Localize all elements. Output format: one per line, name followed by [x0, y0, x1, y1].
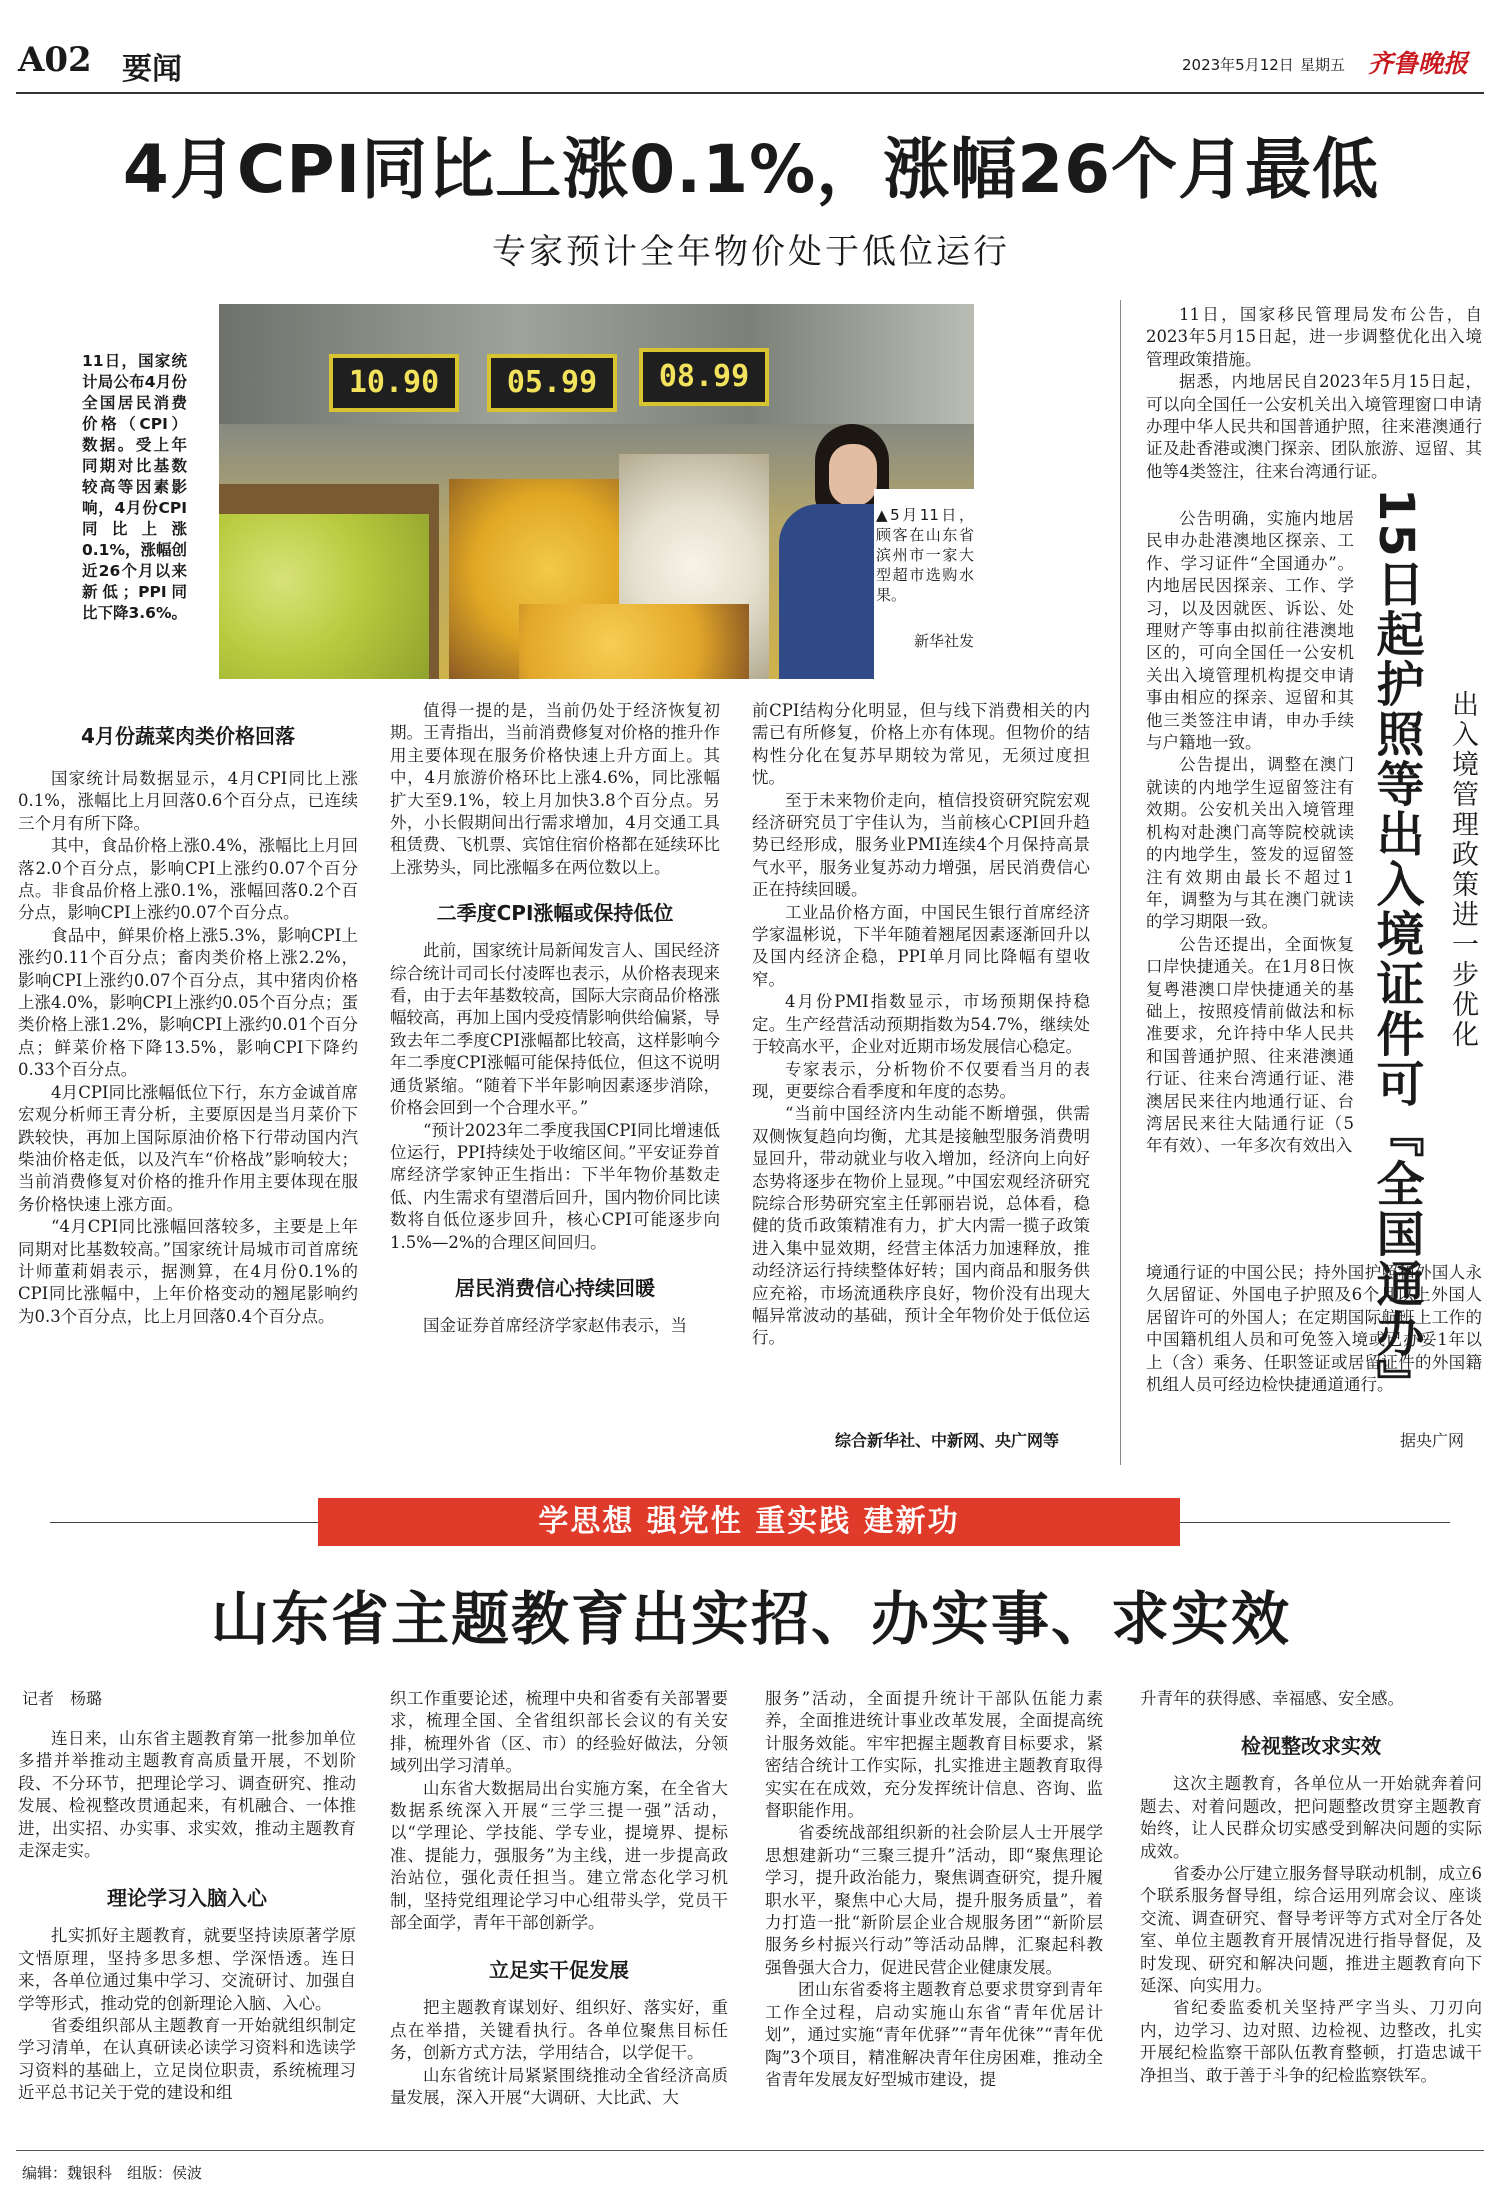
paragraph: “4月CPI同比涨幅回落较多，主要是上年同期对比基数较高。”国家统计局城市司首席统计师董莉娟表示，据测算，在4月份0.1%的CPI同比涨幅中，上年价格变动的翘尾影响约为0.3个百分点，比上月回落0.4个百分点。	[18, 1217, 358, 1326]
paragraph: 服务”活动，全面提升统计干部队伍能力素养，全面推进统计事业改革发展，全面提高统计服务效能。牢牢把握主题教育目标要求，紧密结合统计工作实际，扎实推进主题教育取得实实在在成效，充分发挥统计信息、咨询、监督职能作用。	[765, 1689, 1103, 1821]
paragraph: 国家统计局数据显示，4月CPI同比上涨0.1%，涨幅比上月回落0.6个百分点，已连续三个月有所下降。	[18, 769, 358, 833]
cpi-source: 综合新华社、中新网、央广网等	[835, 1431, 1060, 1450]
passport-headline: 15日起护照等出入境证件可『全国通办』	[1368, 488, 1424, 1409]
paragraph: 省委办公厅建立服务督导联动机制，成立6个联系服务督导组，综合运用列席会议、座谈交流、调查研究、督导考评等方式对全厅各处室、单位主题教育开展情况进行指导督促，及时发现、研究和解决问题，推进主题教育向下延深、向实用力。	[1140, 1864, 1482, 1996]
passport-top	[1146, 304, 1482, 483]
passport-side	[1146, 508, 1354, 1158]
banner-line-right	[1180, 1522, 1450, 1523]
paragraph: 境通行证的中国公民；持外国护照和外国人永久居留证、外国电子护照及6个月以上外国人居留许可的外国人；在定期国际航班上工作的中国籍机组人员和可免签入境或已办妥1年以上（含）乘务、任职签证或居留证件的外国籍机组人员可经边检快捷通道通行。	[1146, 1263, 1482, 1395]
fruit-crate	[219, 514, 429, 679]
cpi-subhead: 居民消费信心持续回暖	[455, 1275, 655, 1300]
paragraph: 国金证券首席经济学家赵伟表示，当	[423, 1315, 687, 1335]
page-number: A02	[18, 40, 92, 80]
price-tag: 05.99	[487, 354, 617, 412]
sd-column-3	[765, 1688, 1103, 2091]
sd-headline: 山东省主题教育出实招、办实事、求实效	[210, 1585, 1291, 1653]
paragraph: 工业品价格方面，中国民生银行首席经济学家温彬说，下半年随着翘尾因素逐渐回升以及国内经济企稳，PPI单月同比降幅有望收窄。	[752, 902, 1090, 989]
sd-subhead: 检视整改求实效	[1241, 1734, 1381, 1759]
cpi-lead: 11日，国家统计局公布4月份全国居民消费价格（CPI）数据。受上年同期对比基数较高等因素影响，4月份CPI同比上涨0.1%，涨幅创近26个月以来新低；PPI同比下降3.6%。	[82, 352, 187, 622]
issue-weekday: 星期五	[1300, 56, 1346, 74]
theme-banner: 学思想 强党性 重实践 建新功	[318, 1498, 1180, 1546]
sd-subhead: 立足实干促发展	[489, 1958, 629, 1983]
paragraph: 其中，食品价格上涨0.4%，涨幅比上月回落2.0个百分点，影响CPI上涨约0.07个百分点。非食品价格上涨0.1%，涨幅回落0.2个百分点，影响CPI上涨约0.07个百分点。	[18, 836, 358, 923]
paragraph: 扎实抓好主题教育，就要坚持读原著学原文悟原理，坚持多思多想、学深悟透。连日来，各单位通过集中学习、交流研讨、加强自学等形式，推动党的创新理论入脑、入心。	[18, 1926, 356, 2013]
fruit-crate	[519, 604, 749, 679]
paragraph: 山东省统计局紧紧围绕推动全省经济高质量发展，深入开展“大调研、大比武、大	[390, 2065, 728, 2108]
paragraph: 省委统战部组织新的社会阶层人士开展学思想建新功“三聚三提升”活动，即“聚焦理论学习，提升政治能力，聚焦调查研究，提升履职水平，聚焦中心大局，提升服务质量”，着力打造一批“新阶层企业合规服务团”“新阶层服务乡村振兴行动”等活动品牌，汇聚起科教强鲁强大合力，促进民营企业健康发展。	[765, 1823, 1103, 1977]
paragraph: “预计2023年二季度我国CPI同比增速低位运行，PPI持续处于收缩区间。”平安证券首席经济学家钟正生指出：下半年物价基数走低、内生需求有望潜后回升，国内物价同比读数将自低位逐步回升，核心CPI可能逐步向1.5%—2%的合理区间回归。	[390, 1120, 720, 1252]
masthead-logo: 齐鲁晚报	[1368, 49, 1469, 78]
passport-source: 据央广网	[1400, 1431, 1465, 1450]
paragraph: 连日来，山东省主题教育第一批参加单位多措并举推动主题教育高质量开展，不划阶段、不分环节，把理论学习、调查研究、推动发展、检视整改贯通起来，有机融合、一体推进，出实招、办实事、求实效，推动主题教育走深走实。	[18, 1729, 356, 1861]
cpi-deck: 专家预计全年物价处于低位运行	[492, 232, 1010, 272]
paragraph: 织工作重要论述，梳理中央和省委有关部署要求，梳理全国、全省组织部长会议的有关安排，梳理外省（区、市）的经验好做法，分领域列出学习清单。	[390, 1689, 728, 1776]
footer-rule	[16, 2150, 1484, 2151]
paragraph: 山东省大数据局出台实施方案，在全省大数据系统深入开展“三学三提一强”活动，以“学理论、学技能、学专业，提境界、提标准、提能力，强服务”为主线，进一步提高政治站位，强化责任担当。建立常态化学习机制，坚持党组理论学习中心组带头学，党员干部全面学，青年干部创新学。	[390, 1778, 728, 1933]
cpi-column-1	[18, 768, 358, 1328]
paragraph: 公告还提出，全面恢复口岸快捷通关。在1月8日恢复粤港澳口岸快捷通关的基础上，按照疫情前做法和标准要求，允许持中华人民共和国普通护照、往来港澳通行证、往来台湾通行证、港澳居民来往内地通行证、台湾居民来往大陆通行证（5年有效）、一年多次有效出入	[1146, 934, 1354, 1156]
cpi-column-3	[752, 700, 1090, 1350]
paragraph: 省纪委监委机关坚持严字当头、刀刃向内，边学习、边对照、边检视、边整改，扎实开展纪检监察干部队伍教育整顿，打造忠诚干净担当、敢于善于斗争的纪检监察铁军。	[1140, 1998, 1482, 2085]
paragraph: 至于未来物价走向，植信投资研究院宏观经济研究员丁宇佳认为，当前核心CPI回升趋势已经形成，服务业PMI连续4个月保持高景气水平，服务业复苏动力增强，居民消费信心正在持续回暖。	[752, 790, 1090, 900]
footer-credits: 编辑：魏银科 组版：侯波	[22, 2164, 203, 2182]
paragraph: 此前，国家统计局新闻发言人、国民经济综合统计司司长付凌晖也表示，从价格表现来看，由于去年基数较高，国际大宗商品价格涨幅较高，再加上国内受疫情影响供给偏紧，导致去年二季度CPI涨幅都比较高，这样影响今年二季度CPI涨幅可能保持低位，但这不说明通货紧缩。“随着下半年影响因素逐步消除，价格会回到一个合理水平。”	[390, 941, 720, 1118]
issue-date: 2023年5月12日	[1182, 56, 1294, 74]
section-name: 要闻	[122, 52, 182, 87]
shopper-face	[829, 444, 877, 506]
paragraph: 公告明确，实施内地居民申办赴港澳地区探亲、工作、学习证件“全国通办”。内地居民因探亲、工作、学习，以及因就医、诉讼、处理财产等事由拟前往港澳地区的，可向全国任一公安机关出入境管理机构提交申请事由相应的探亲、逗留和其他三类签注申请，申办手续与户籍地一致。	[1146, 509, 1354, 753]
paragraph: 专家表示，分析物价不仅要看当月的表现，更要综合看季度和年度的态势。	[752, 1059, 1090, 1101]
cpi-subhead: 二季度CPI涨幅或保持低位	[436, 901, 674, 926]
sd-column-2	[390, 1688, 728, 2110]
sd-column-1	[18, 1728, 356, 2105]
photo-credit: 新华社发	[913, 632, 974, 650]
paragraph: 值得一提的是，当前仍处于经济恢复初期。王青指出，当前消费修复对价格的推升作用主要体现在服务价格快速上升方面上。其中，4月旅游价格环比上涨4.6%，同比涨幅扩大至9.1%，较上月加快3.8个百分点。另外，小长假期间出行需求增加，4月交通工具租赁费、飞机票、宾馆住宿价格都在延续环比上涨势头，同比涨幅多在两位数以上。	[390, 701, 720, 877]
photo-caption: ▲5月11日，顾客在山东省滨州市一家大型超市选购水果。	[876, 506, 974, 604]
sd-byline: 记者 杨璐	[22, 1689, 103, 1708]
paragraph: 前CPI结构分化明显，但与线下消费相关的内需已有所修复，价格上亦有体现。但物价的结构性分化在复苏早期较为常见，无须过度担忧。	[752, 701, 1090, 788]
paragraph: 这次主题教育，各单位从一开始就奔着问题去、对着问题改，把问题整改贯穿主题教育始终，让人民群众切实感受到解决问题的实际成效。	[1140, 1774, 1482, 1861]
paragraph: 团山东省委将主题教育总要求贯穿到青年工作全过程，启动实施山东省“青年优居计划”，通过实施“青年优驿”“青年优徕”“青年优陶”3个项目，精准解决青年住房困难，推动全省青年发展友好型城市建设，提	[765, 1980, 1103, 2089]
paragraph: 省委组织部从主题教育一开始就组织制定学习清单，在认真研读必读学习资料和选读学习资料的基础上，立足岗位职责，系统梳理习近平总书记关于党的建设和组	[18, 2016, 356, 2103]
price-tag: 10.90	[329, 354, 459, 412]
paragraph: “当前中国经济内生动能不断增强，供需双侧恢复趋向均衡，尤其是接触型服务消费明显回升，带动就业与收入增加，经济向上向好态势将逐步在物价上显现。”中国宏观经济研究院综合形势研究室主任郭丽岩说，总体看，稳健的货币政策精准有力，扩大内需一揽子政策进入集中显效期，经营主体活力加速释放，推动经济运行持续整体好转；国内商品和服务供应充裕，市场流通秩序良好，物价没有出现大幅异常波动的基础，预计全年物价处于低位运行。	[752, 1104, 1090, 1348]
header-rule	[16, 92, 1484, 94]
paragraph: 把主题教育谋划好、组织好、落实好，重点在举措，关键看执行。各单位聚焦目标任务，创新方式方法，学用结合，以学促干。	[390, 1998, 728, 2063]
cpi-column-2	[390, 700, 720, 1337]
paragraph: 11日，国家移民管理局发布公告，自2023年5月15日起，进一步调整优化出入境管理政策措施。	[1146, 305, 1482, 369]
supermarket-photo	[219, 304, 974, 679]
paragraph: 升青年的获得感、幸福感、安全感。	[1140, 1689, 1404, 1708]
column-divider	[1120, 300, 1121, 1465]
cpi-headline: 4月CPI同比上涨0.1%，涨幅26个月最低	[122, 131, 1380, 208]
paragraph: 4月CPI同比涨幅低位下行，东方金诚首席宏观分析师王青分析，主要原因是当月菜价下跌较快，再加上国际原油价格下行带动国内汽柴油价格走低，以及汽车“价格战”影响较大；当前消费修复对价格的推升作用主要体现在服务价格快速上涨方面。	[18, 1082, 358, 1214]
passport-bottom	[1146, 1262, 1482, 1396]
banner-line-left	[50, 1522, 320, 1523]
paragraph: 公告提出，调整在澳门就读的内地学生逗留签注有效期。公安机关出入境管理机构对赴澳门高等院校就读的内地学生，签发的逗留签注有效期由最长不超过1年，调整为与其在澳门就读的学习期限一致。	[1146, 755, 1354, 932]
paragraph: 食品中，鲜果价格上涨5.3%，影响CPI上涨约0.11个百分点；畜肉类价格上涨2.2%，影响CPI上涨约0.07个百分点，其中猪肉价格上涨4.0%，影响CPI上涨约0.05个百分点；蛋类价格上涨1.2%，影响CPI上涨约0.01个百分点；鲜菜价格下降13.5%，影响CPI下降约0.33个百分点。	[18, 925, 358, 1080]
sd-column-4	[1140, 1688, 1482, 2087]
sd-subhead: 理论学习入脑入心	[107, 1886, 267, 1911]
paragraph: 4月份PMI指数显示，市场预期保持稳定。生产经营活动预期指数为54.7%，继续处于较高水平，企业对近期市场发展信心稳定。	[752, 992, 1090, 1057]
paragraph: 据悉，内地居民自2023年5月15日起，可以向全国任一公安机关出入境管理窗口申请办理中华人民共和国普通护照，往来港澳通行证及赴香港或澳门探亲、团队旅游、逗留、其他等4类签注，往来台湾通行证。	[1146, 372, 1482, 481]
passport-kicker: 出入境管理政策进一步优化	[1447, 690, 1478, 1050]
price-tag: 08.99	[639, 348, 769, 406]
cpi-subhead: 4月份蔬菜肉类价格回落	[81, 724, 295, 748]
